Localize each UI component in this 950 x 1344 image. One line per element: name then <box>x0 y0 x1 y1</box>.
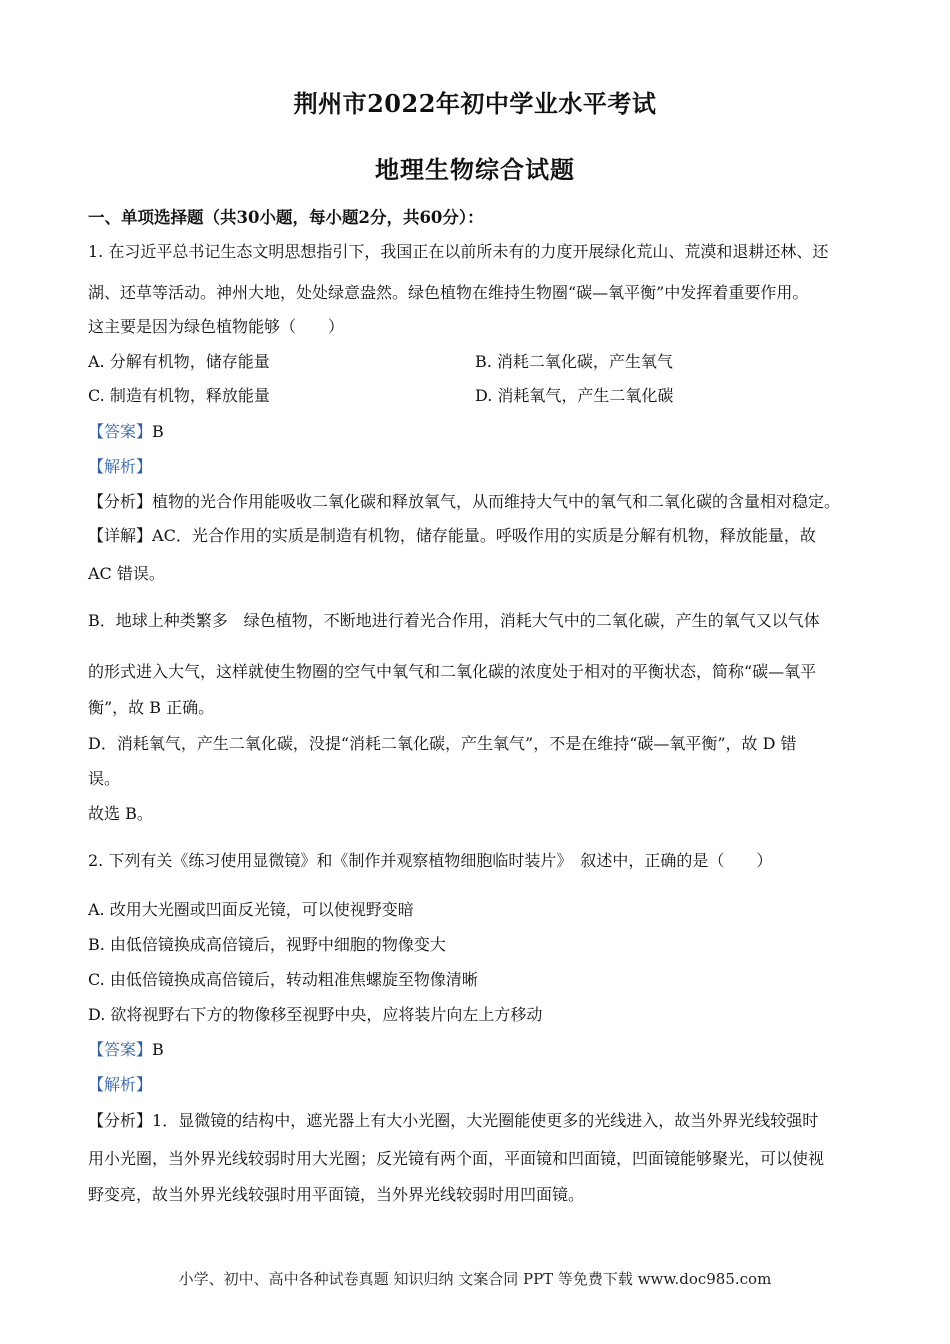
q2-fenxi-line-1: 【分析】1．显微镜的结构中，遮光器上有大小光圈，大光圈能使更多的光线进入，故当外界光线较强时 <box>88 1111 819 1130</box>
exam-title: 荆州市2022年初中学业水平考试 <box>293 89 657 118</box>
q1-detail-line-2: AC 错误。 <box>88 564 165 583</box>
q1-options-row-2 <box>88 385 868 407</box>
q2-option-d: D. 欲将视野右下方的物像移至视野中央，应将装片向左上方移动 <box>88 1005 543 1024</box>
q1-option-c: C. 制造有机物，释放能量 <box>88 386 270 405</box>
q2-option-a: A. 改用大光圈或凹面反光镜，可以使视野变暗 <box>88 900 414 919</box>
q2-fenxi-line-3: 野变亮，故当外界光线较强时用平面镜，当外界光线较弱时用凹面镜。 <box>88 1185 585 1204</box>
q1-detail-line-3: B．地球上种类繁多 绿色植物，不断地进行着光合作用，消耗大气中的二氧化碳，产生的氧气又以气体 <box>88 611 820 630</box>
q1-stem-line-2: 湖、还草等活动。神州大地，处处绿意盎然。绿色植物在维持生物圈“碳—氧平衡”中发挥着重要作用。 <box>88 283 809 302</box>
q1-detail-line-5: 衡”，故 B 正确。 <box>88 698 215 717</box>
q1-fenxi <box>88 491 868 513</box>
q2-stem: 2. 下列有关《练习使用显微镜》和《制作并观察植物细胞临时装片》 叙述中，正确的是（ ） <box>88 851 773 870</box>
q1-stem-line-1: 1. 在习近平总书记生态文明思想指引下，我国正在以前所未有的力度开展绿化荒山、荒漠和退耕还林、还 <box>88 242 829 261</box>
q1-option-b: B. 消耗二氧化碳，产生氧气 <box>475 352 673 371</box>
q1-conclusion: 故选 B。 <box>88 804 153 823</box>
q1-stem-line-3: 这主要是因为绿色植物能够（ ） <box>88 317 345 336</box>
section-heading: 一、单项选择题（共30小题，每小题2分，共60分）： <box>88 208 484 227</box>
q2-option-c: C. 由低倍镜换成高倍镜后，转动粗准焦螺旋至物像清晰 <box>88 970 478 989</box>
q1-option-d: D. 消耗氧气，产生二氧化碳 <box>475 386 674 405</box>
q1-detail-line-4: 的形式进入大气，这样就使生物圈的空气中氧气和二氧化碳的浓度处于相对的平衡状态，简称“碳—氧平 <box>88 662 817 681</box>
q2-option-b: B. 由低倍镜换成高倍镜后，视野中细胞的物像变大 <box>88 935 446 954</box>
q1-analysis-tag: 【解析】 <box>88 457 153 476</box>
fenxi-text: 植物的光合作用能吸收二氧化碳和释放氧气，从而维持大气中的氧气和二氧化碳的含量相对稳定。 <box>152 492 841 511</box>
q1-detail-line-7: 误。 <box>88 769 121 788</box>
exam-subtitle: 地理生物综合试题 <box>375 155 575 184</box>
answer-value: B <box>152 422 164 441</box>
fenxi-tag: 【分析】 <box>88 492 153 511</box>
q2-analysis-tag: 【解析】 <box>88 1075 153 1094</box>
q1-option-a: A. 分解有机物，储存能量 <box>88 352 270 371</box>
q1-detail-line-1: 【详解】AC．光合作用的实质是制造有机物，储存能量。呼吸作用的实质是分解有机物，释放能量，故 <box>88 526 816 545</box>
q1-answer <box>88 421 868 443</box>
detail-tag: 【详解】 <box>88 526 153 545</box>
q1-options-row-1 <box>88 351 868 373</box>
q1-detail-line-6: D．消耗氧气，产生二氧化碳，没提“消耗二氧化碳，产生氧气”，不是在维持“碳—氧平衡”，故 D 错 <box>88 734 797 753</box>
q2-fenxi-line-2: 用小光圈，当外界光线较弱时用大光圈；反光镜有两个面，平面镜和凹面镜，凹面镜能够聚光，可以使视 <box>88 1149 825 1168</box>
page-footer: 小学、初中、高中各种试卷真题 知识归纳 文案合同 PPT 等免费下载 www.doc985.com <box>178 1270 772 1288</box>
answer-value: B <box>152 1040 164 1059</box>
q2-answer <box>88 1039 868 1061</box>
fenxi-tag: 【分析】 <box>88 1111 153 1130</box>
answer-tag: 【答案】 <box>88 1040 153 1059</box>
answer-tag: 【答案】 <box>88 422 153 441</box>
